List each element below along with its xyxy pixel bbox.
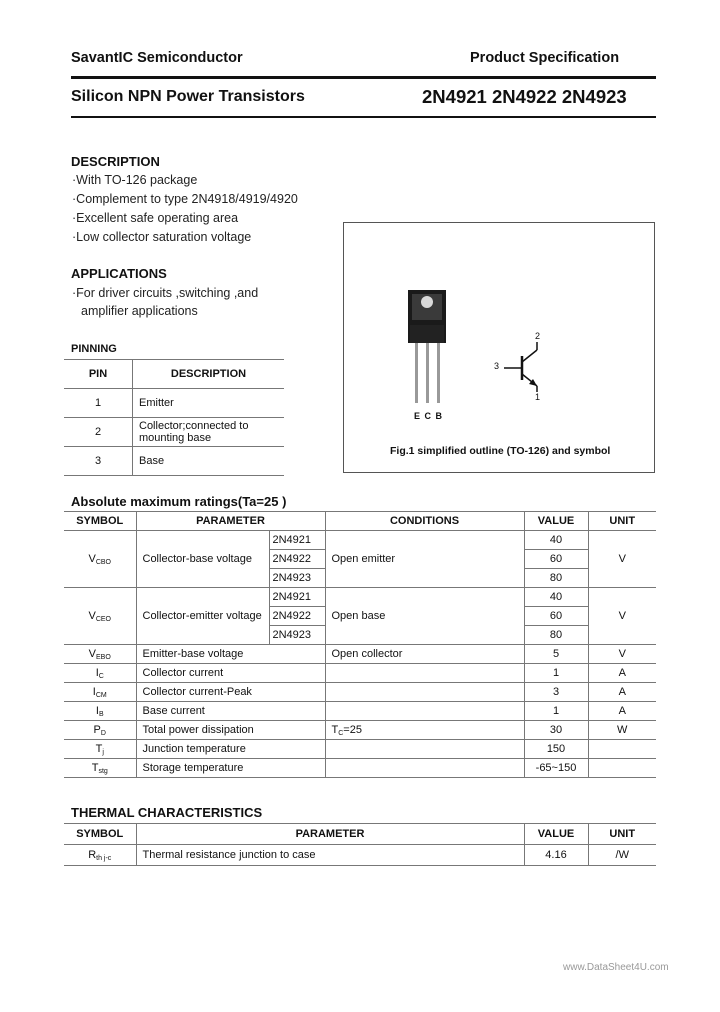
unit-cell: W	[588, 721, 656, 740]
table-row	[64, 845, 656, 866]
symbol-cell: $I_C$	[64, 664, 136, 683]
parameter-cell: Collector current	[136, 664, 325, 683]
description-item: ·With TO-126 package	[72, 173, 198, 187]
part-numbers: 2N4921 2N4922 2N4923	[422, 86, 627, 107]
thermal-table	[64, 823, 656, 866]
pinning-heading: PINNING	[71, 343, 117, 355]
conditions-cell: Open base	[325, 588, 524, 645]
symbol-label-1: 1	[535, 392, 541, 402]
value-cell: 5	[524, 645, 588, 664]
abs-max-heading: Absolute maximum ratings(Ta=25 )	[71, 494, 287, 509]
symbol-cell: $V_{CEO}$	[64, 588, 136, 645]
parameter-cell: Junction temperature	[136, 740, 325, 759]
value-cell: -65~150	[524, 759, 588, 778]
conditions-cell	[325, 683, 524, 702]
pin-desc: Emitter	[133, 389, 285, 418]
col-parameter: PARAMETER	[136, 512, 325, 531]
table-row	[64, 721, 656, 740]
description-item: ·Complement to type 2N4918/4919/4920	[72, 192, 298, 206]
conditions-cell: Open collector	[325, 645, 524, 664]
package-outline-image	[400, 285, 460, 410]
npn-transistor-symbol-icon	[500, 340, 550, 400]
abs-max-table	[64, 511, 656, 778]
figure-caption: Fig.1 simplified outline (TO-126) and symbol	[390, 445, 611, 457]
unit-cell	[588, 759, 656, 778]
header-rule-bottom	[71, 116, 656, 118]
value-cell: 1	[524, 702, 588, 721]
conditions-cell: $T_C=25$	[325, 721, 524, 740]
symbol-cell: $I_B$	[64, 702, 136, 721]
table-row	[64, 645, 656, 664]
parameter-cell: Emitter-base voltage	[136, 645, 325, 664]
table-row	[64, 588, 656, 607]
pin-desc: Base	[133, 447, 285, 476]
part-cell: 2N4923	[269, 569, 325, 588]
product-title: Silicon NPN Power Transistors	[71, 88, 305, 105]
parameter-cell: Collector-base voltage	[136, 531, 269, 588]
watermark-text: www.DataSheet4U.com	[563, 962, 669, 973]
value-cell: 40	[524, 588, 588, 607]
value-cell: 80	[524, 626, 588, 645]
pinning-col-pin: PIN	[64, 360, 133, 389]
figure-box	[343, 222, 655, 473]
part-cell: 2N4923	[269, 626, 325, 645]
conditions-cell: Open emitter	[325, 531, 524, 588]
part-cell: 2N4922	[269, 607, 325, 626]
conditions-cell	[325, 740, 524, 759]
conditions-cell	[325, 702, 524, 721]
pinning-table	[64, 359, 284, 476]
col-value: VALUE	[524, 512, 588, 531]
pin-desc: Collector;connected to mounting base	[133, 418, 285, 447]
symbol-cell: $T_{stg}$	[64, 759, 136, 778]
value-cell: 150	[524, 740, 588, 759]
part-cell: 2N4922	[269, 550, 325, 569]
value-cell: 80	[524, 569, 588, 588]
col-symbol: SYMBOL	[64, 512, 136, 531]
pin-number: 1	[64, 389, 133, 418]
col-unit: UNIT	[588, 824, 656, 845]
table-row	[64, 740, 656, 759]
parameter-cell: Collector-emitter voltage	[136, 588, 269, 645]
pin-letters: E C B	[414, 411, 444, 421]
thermal-heading: THERMAL CHARACTERISTICS	[71, 805, 263, 820]
table-row	[64, 759, 656, 778]
table-row	[64, 447, 284, 476]
unit-cell	[588, 740, 656, 759]
symbol-cell: $T_j$	[64, 740, 136, 759]
value-cell: 60	[524, 550, 588, 569]
table-row	[64, 389, 284, 418]
symbol-label-2: 2	[535, 331, 541, 341]
unit-cell: A	[588, 702, 656, 721]
table-row	[64, 418, 284, 447]
doc-type: Product Specification	[470, 50, 620, 66]
description-item: ·Excellent safe operating area	[72, 211, 239, 225]
col-parameter: PARAMETER	[136, 824, 524, 845]
unit-cell: A	[588, 664, 656, 683]
unit-cell: V	[588, 645, 656, 664]
pin-number: 3	[64, 447, 133, 476]
description-item: ·Low collector saturation voltage	[72, 230, 252, 244]
parameter-cell: Thermal resistance junction to case	[136, 845, 524, 866]
value-cell: 60	[524, 607, 588, 626]
part-cell: 2N4921	[269, 588, 325, 607]
company-name: SavantIC Semiconductor	[71, 50, 243, 66]
unit-cell: A	[588, 683, 656, 702]
symbol-label-3: 3	[494, 361, 500, 371]
parameter-cell: Collector current-Peak	[136, 683, 325, 702]
value-cell: 3	[524, 683, 588, 702]
pinning-col-desc: DESCRIPTION	[133, 360, 285, 389]
value-cell: 40	[524, 531, 588, 550]
header-rule-top	[71, 76, 656, 79]
conditions-cell	[325, 759, 524, 778]
parameter-cell: Base current	[136, 702, 325, 721]
col-value: VALUE	[524, 824, 588, 845]
table-row	[64, 664, 656, 683]
applications-item: ·For driver circuits ,switching ,and	[72, 286, 259, 300]
applications-item: amplifier applications	[81, 304, 198, 318]
unit-cell: V	[588, 588, 656, 645]
symbol-cell: $P_D$	[64, 721, 136, 740]
col-unit: UNIT	[588, 512, 656, 531]
applications-heading: APPLICATIONS	[71, 266, 167, 281]
value-cell: 30	[524, 721, 588, 740]
table-row	[64, 531, 656, 550]
symbol-cell: $R_{th j-c}$	[64, 845, 136, 866]
symbol-cell: $V_{CBO}$	[64, 531, 136, 588]
table-row	[64, 683, 656, 702]
col-conditions: CONDITIONS	[325, 512, 524, 531]
conditions-cell	[325, 664, 524, 683]
col-symbol: SYMBOL	[64, 824, 136, 845]
parameter-cell: Total power dissipation	[136, 721, 325, 740]
symbol-cell: $V_{EBO}$	[64, 645, 136, 664]
table-row	[64, 702, 656, 721]
value-cell: 4.16	[524, 845, 588, 866]
description-heading: DESCRIPTION	[71, 154, 160, 169]
unit-cell: /W	[588, 845, 656, 866]
symbol-cell: $I_{CM}$	[64, 683, 136, 702]
unit-cell: V	[588, 531, 656, 588]
parameter-cell: Storage temperature	[136, 759, 325, 778]
part-cell: 2N4921	[269, 531, 325, 550]
pin-number: 2	[64, 418, 133, 447]
value-cell: 1	[524, 664, 588, 683]
